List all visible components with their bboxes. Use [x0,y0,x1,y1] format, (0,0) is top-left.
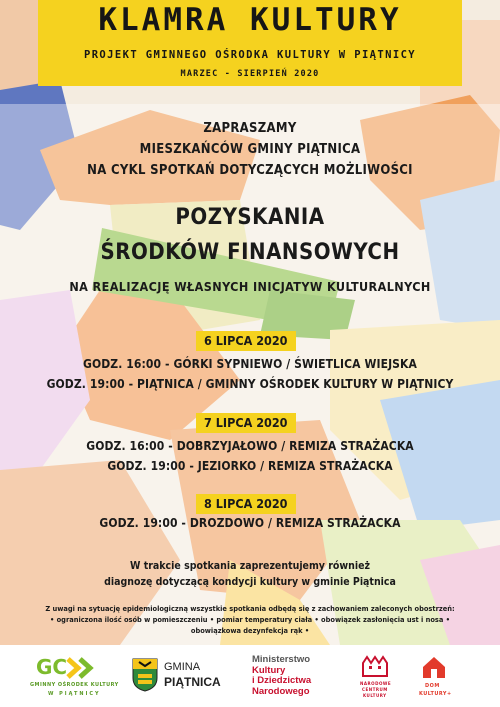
nck-line-1: NARODOWE [360,682,392,687]
headline-line-2: ŚRODKÓW FINANSOWYCH [100,240,400,265]
headline-line-1: POZYSKANIA [175,205,325,230]
ministry-line-2: Kultury [252,664,286,676]
note-line-1: W trakcie spotkania zaprezentujemy również [130,560,370,572]
dom-line-1: DOM [425,683,440,689]
event-date-3: 8 LIPCA 2020 [196,494,296,514]
nck-crown-icon [362,655,388,677]
covid-line-1: Z uwagi na sytuację epidemiologiczną wszystkie spotkania odbędą się z zachowaniem zaleconych obostrzeń: [45,604,455,613]
poster-title: KLAMRA KULTURY [98,2,402,38]
ministry-line-4: Narodowego [252,685,310,697]
event-date-2: 7 LIPCA 2020 [196,413,296,433]
gmina-logo-line-1: GMINA [164,661,201,673]
note-line-2: diagnozę dotyczącą kondycji kultury w gminie Piątnica [104,576,396,588]
event-2-line-1: GODZ. 16:00 - DOBRZYJAŁOWO / REMIZA STRAŻACKA [86,439,414,453]
headline-line-3: NA REALIZACJĘ WŁASNYCH INICJATYW KULTURALNYCH [69,279,431,294]
dom-kultury-logo [415,645,465,707]
invite-line-2: MIESZKAŃCÓW GMINY PIĄTNICA [139,142,361,157]
event-1-line-1: GODZ. 16:00 - GÓRKI SYPNIEWO / ŚWIETLICA WIEJSKA [83,357,417,371]
ministry-logo-text [252,655,311,697]
covid-line-2: • ograniczona ilość osób w pomieszczeniu • pomiar temperatury ciała • obowiązek zasłonięcia ust i nosa • [50,615,450,624]
event-date-1: 6 LIPCA 2020 [196,331,296,351]
ministry-line-1: Ministerstwo [252,654,311,665]
poster-subtitle: PROJEKT GMINNEGO OŚRODKA KULTURY W PIĄTNICY [83,49,417,61]
gmina-logo-line-2: PIĄTNICA [164,675,221,689]
event-1-line-2: GODZ. 19:00 - PIĄTNICA / GMINNY OŚRODEK KULTURY W PIĄTNICY [46,377,454,391]
house-icon [421,655,447,679]
dom-line-2: KULTURY+ [419,691,452,697]
covid-notice [0,603,500,636]
covid-line-3: obowiązkowa dezynfekcja rąk • [190,626,310,635]
nck-logo [352,645,402,707]
event-3-line-1: GODZ. 19:00 - DROZDOWO / REMIZA STRAŻACKA [99,516,401,530]
coat-of-arms-icon [132,658,158,692]
nck-line-2: CENTRUM [362,688,388,693]
ministry-logo [252,645,332,707]
chevrons-icon [66,657,102,679]
invite-line-3: NA CYKL SPOTKAŃ DOTYCZĄCYCH MOŻLIWOŚCI [87,163,413,178]
event-2-line-2: GODZ. 19:00 - JEZIORKO / REMIZA STRAŻACKA [107,459,393,473]
invite-block [0,118,500,181]
gok-logo-line-1: GMINNY OŚRODEK KULTURY [30,682,119,688]
gok-logo-mark: GC [36,655,68,679]
nck-line-3: KULTURY [363,694,387,699]
diagnosis-note [0,558,500,590]
logo-footer [0,645,500,707]
gok-logo [28,645,138,707]
gok-logo-line-2: W PIĄTNICY [48,691,101,697]
gmina-logo [132,645,232,707]
project-dates: MARZEC - SIERPIEŃ 2020 [180,69,320,79]
invite-line-1: ZAPRASZAMY [203,121,297,136]
ministry-line-3: i Dziedzictwa [252,675,312,686]
